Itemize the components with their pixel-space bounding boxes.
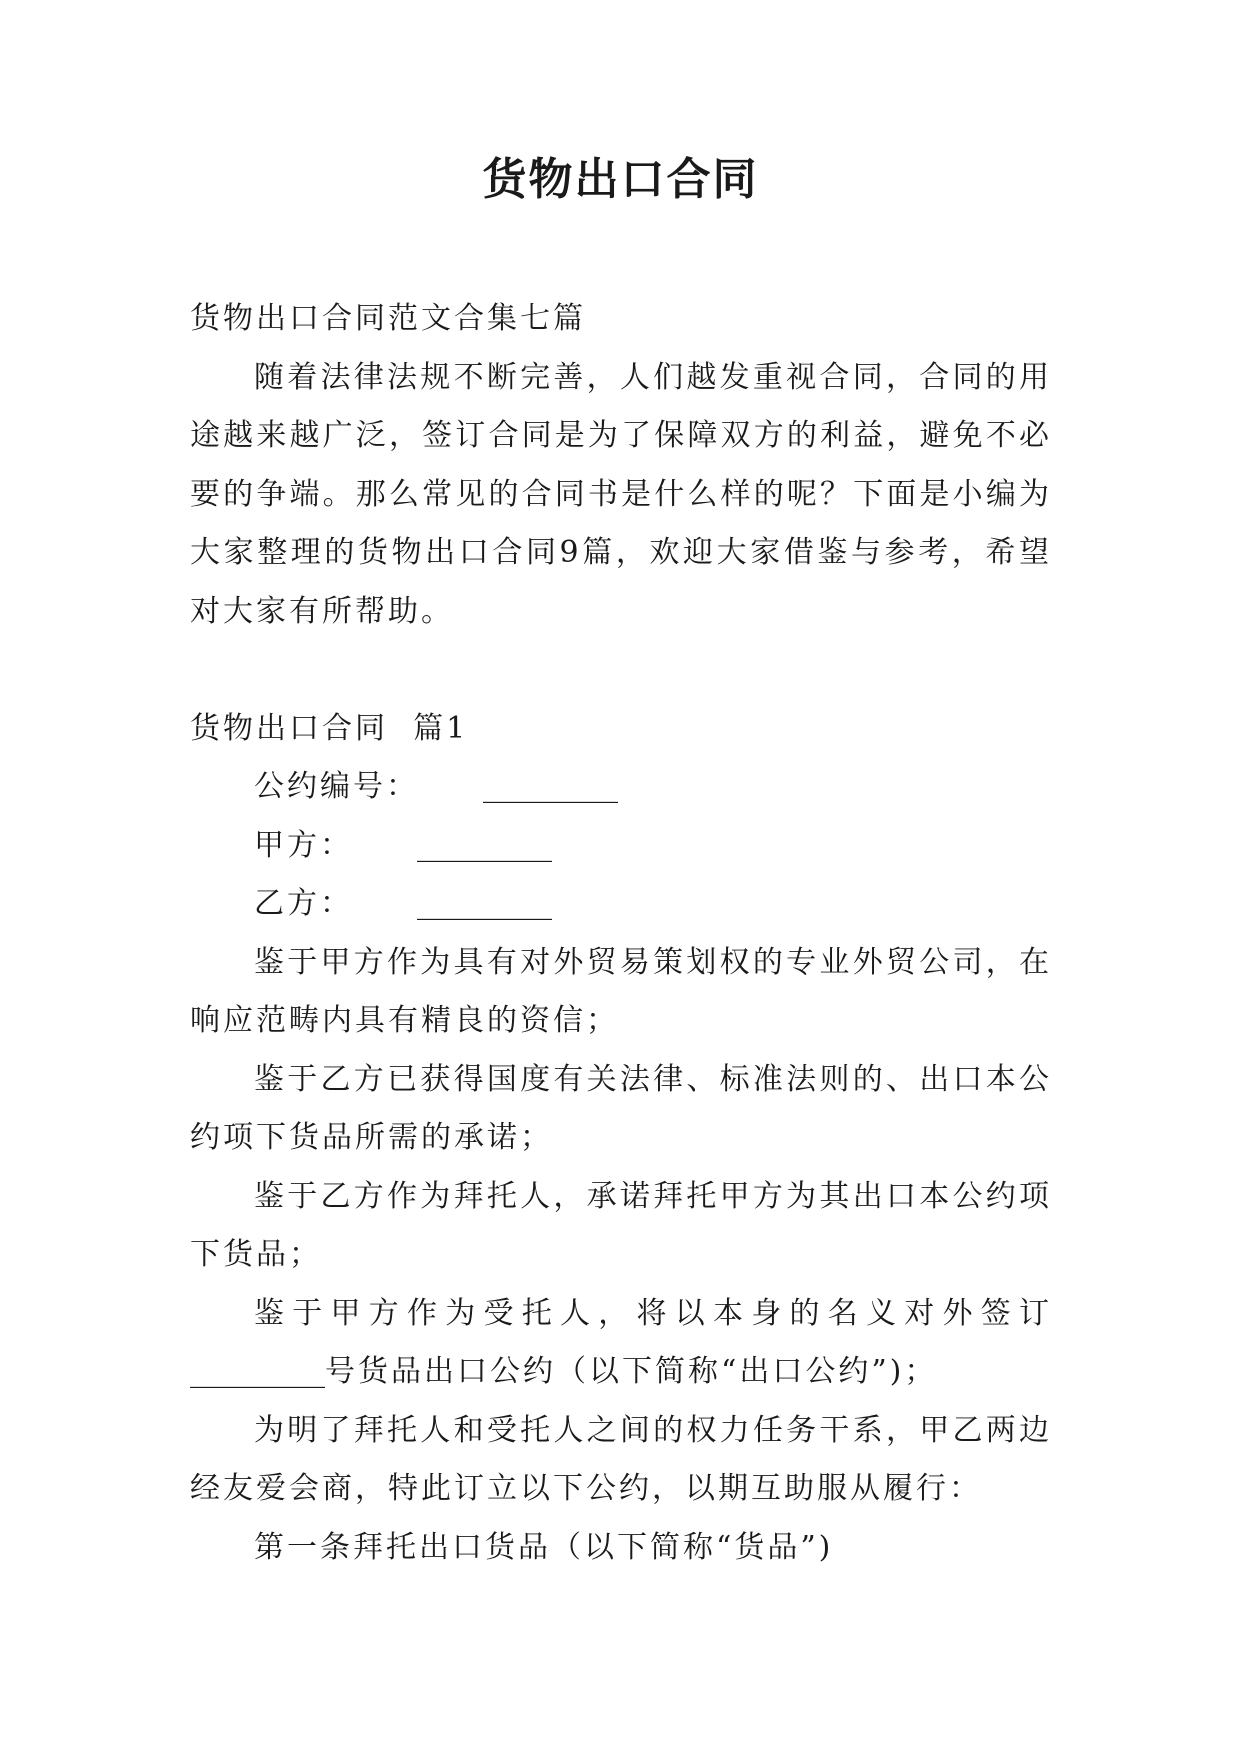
section-heading: 货物出口合同 篇1 bbox=[190, 710, 469, 746]
contract-number-label: 公约编号： bbox=[254, 769, 419, 804]
party-b-line bbox=[190, 875, 1052, 934]
party-a-line bbox=[190, 817, 1052, 876]
party-b-label: 乙方： bbox=[254, 886, 353, 921]
party-a-label: 甲方： bbox=[254, 827, 353, 863]
document-subtitle: 货物出口合同范文合集七篇 bbox=[190, 301, 586, 336]
clause-4-blank: _________ bbox=[190, 1354, 325, 1389]
clause-4-continued bbox=[190, 1343, 1052, 1402]
contract-number-line bbox=[190, 758, 1052, 817]
document-title: 货物出口合同 bbox=[482, 154, 759, 205]
contract-number-blank: _________ bbox=[483, 769, 618, 804]
party-b-blank: _________ bbox=[417, 886, 552, 921]
section-spacer bbox=[190, 641, 1052, 700]
intro-paragraph: 随着法律法规不断完善，人们越发重视合同，合同的用途越来越广泛，签订合同是为了保障双方的利益，避免不必要的争端。那么常见的合同书是什么样的呢？下面是小编为大家整理的货物出口合同9篇，欢迎大家借鉴与参考，希望对大家有所帮助。 bbox=[190, 359, 1052, 629]
clause-4 bbox=[190, 1285, 1052, 1344]
clause-4-part1: 鉴于甲方作为受托人，将以本身的名义对外签订 bbox=[254, 1295, 1052, 1331]
article-1: 第一条拜托出口货品（以下简称“货品”) bbox=[254, 1529, 834, 1565]
party-a-blank: _________ bbox=[417, 827, 552, 863]
document-body bbox=[190, 290, 1052, 1577]
clause-4-part2: 号货品出口公约（以下简称“出口公约”)； bbox=[325, 1354, 938, 1389]
clause-5: 为明了拜托人和受托人之间的权力任务干系，甲乙两边经友爱会商，特此订立以下公约，以期互助服从履行： bbox=[190, 1412, 1052, 1506]
clause-3: 鉴于乙方作为拜托人，承诺拜托甲方为其出口本公约项下货品； bbox=[190, 1178, 1052, 1272]
clause-1: 鉴于甲方作为具有对外贸易策划权的专业外贸公司，在响应范畴内具有精良的资信； bbox=[190, 944, 1052, 1038]
clause-2: 鉴于乙方已获得国度有关法律、标准法则的、出口本公约项下货品所需的承诺； bbox=[190, 1061, 1052, 1155]
